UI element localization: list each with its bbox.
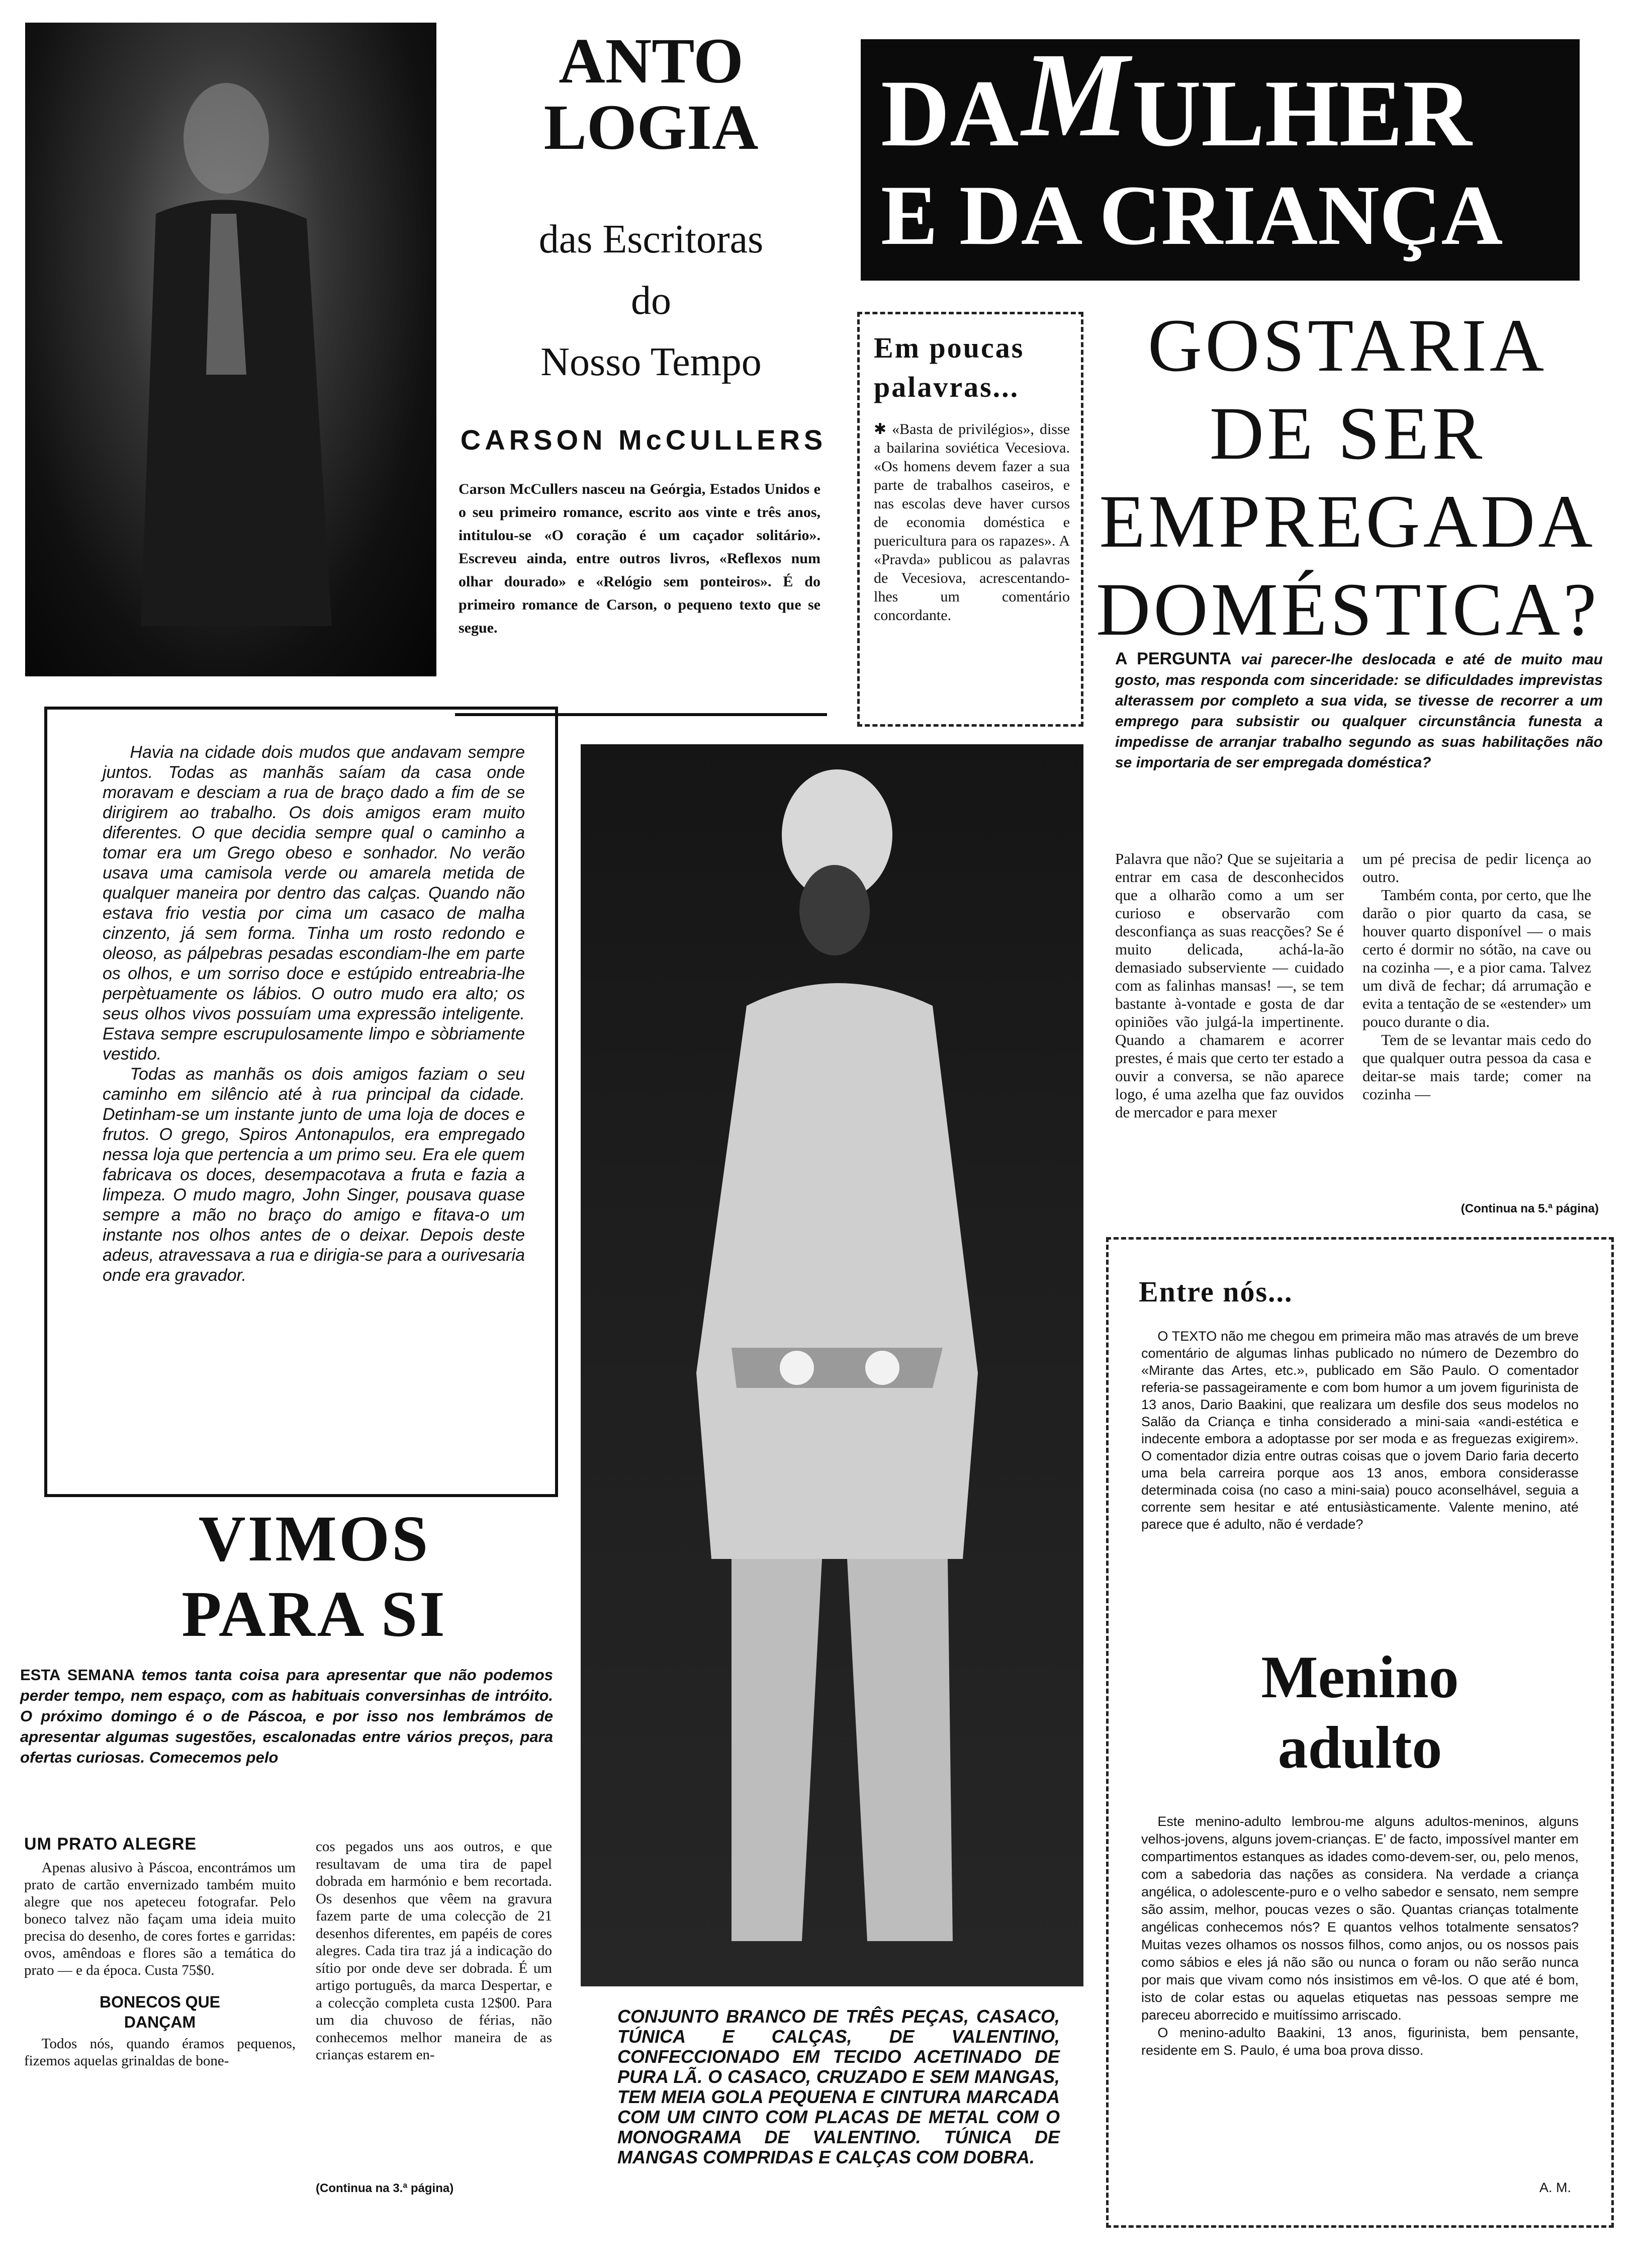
author-name: CARSON McCULLERS	[460, 424, 827, 456]
gostaria-col1: Palavra que não? Que se sujeitaria a entrar em casa de desconhecidos que a olharão como a um ser curioso e observarão com desconfiança as suas reacções? Se é muito delicada, achá-la-ão demasiado subserviente — cuidado com as falinhas mansas! —, se tem bastante à-vontade e gosta de dar opiniões vão julgá-la impertinente. Quando a chamarem e acorrer prestes, é mais que certo ter estado a ouvir a conversa, se não aparece logo, é uma azelha que faz ouvidos de mercador e para mexer	[1115, 850, 1344, 1121]
antologia-intro: Carson McCullers nasceu na Geórgia, Estados Unidos e o seu primeiro romance, escrito aos vinte e três anos, intitulou-se «O coração é um caçador solitário». Escreveu ainda, entre outros livros, «Reflexos num olhar dourado» e «Relógio sem ponteiros». É do primeiro romance de Carson, o pequeno texto que se segue.	[459, 481, 820, 636]
entre-title: Entre nós...	[1139, 1275, 1293, 1308]
antologia-title	[452, 25, 850, 163]
masthead-ulher: ULHER	[1132, 61, 1472, 166]
gostaria-line4: DOMÉSTICA?	[1096, 568, 1600, 651]
section-masthead	[861, 28, 1580, 281]
vimos-continued: (Continua na 3.ª página)	[316, 2182, 454, 2195]
menino-title-line2: adulto	[1277, 1714, 1442, 1781]
gostaria-continued: (Continua na 5.ª página)	[1461, 1202, 1599, 1215]
poucas-palavras-box	[857, 312, 1083, 727]
masthead-line2: E DA CRIANÇA	[881, 168, 1503, 263]
gostaria-col2	[1362, 850, 1591, 1103]
excerpt-text	[103, 742, 525, 1285]
vimos-lead-text: temos tanta coisa para apresentar que não podemos perder tempo, nem espaço, com as habituais conversinhas de intróito. O próximo domingo é o de Páscoa, e por isso nos lembrámos de apresentar algumas sugestões, escalonadas entre vários preços, para ofertas curiosas. Comecemos pelo	[20, 1666, 553, 1766]
gostaria-lead-caps: A PERGUNTA	[1115, 649, 1232, 668]
antologia-title-line1: ANTO	[559, 25, 744, 97]
gostaria-col2-p2: Também conta, por certo, que lhe darão o pior quarto da casa, se houver quarto disponível — o mais certo é dormir no sótão, na cave ou na cozinha —, e a pior cama. Talvez um divã de fechar; dá arrumação e evita a tentação de se «estender» um pouco durante o dia.	[1362, 886, 1591, 1030]
vimos-col2: cos pegados uns aos outros, e que resultavam de uma tira de papel dobrada em harmónio e bem recortada. Os desenhos que vêem na gravura fazem parte de uma colecção de 21 desenhos diferentes, em papéis de cores alegres. Cada tira traz já a indicação do sítio por onde deve ser dobrada. É um artigo português, da marca Despertar, e a colecção completa custa 12$00. Para um dia chuvoso de férias, não conhecemos melhor maneira de as crianças estarem en-	[316, 1839, 552, 2063]
poucas-title: Em poucas palavras...	[874, 331, 1025, 403]
entre-nos-box	[1106, 1237, 1614, 2228]
gostaria-line3: EMPREGADA	[1099, 480, 1596, 563]
entre-signature: A. M.	[1539, 2180, 1571, 2195]
excerpt-p1: Havia na cidade dois mudos que andavam sempre juntos. Todas as manhãs saíam da casa onde moravam e desciam a rua de braço dado a fim de se dirigirem ao trabalho. Os dois amigos eram muito diferentes. O que decidia sempre qual o caminho a tomar era um Grego obeso e sonhador. No verão usava uma camisola verde ou amarela metida de qualquer maneira por dentro das calças. Quando não estava frio vestia por cima um casaco de malha cinzento, já sem forma. Tinha um rosto redondo e oleoso, as pálpebras pesadas escondiam-lhe em parte os olhos, e um sorriso doce e estúpido entreabria-lhe perpètuamente os lábios. O outro mudo era alto; os seus olhos vivos possuíam uma expressão inteligente. Estava sempre escrupulosamente limpo e sòbriamente vestido.	[103, 743, 525, 1064]
bonecos-text: Todos nós, quando éramos pequenos, fizemos aquelas grinaldas de bone-	[24, 2036, 296, 2069]
excerpt-box	[44, 707, 558, 1497]
vimos-lead-caps: ESTA SEMANA	[20, 1666, 134, 1684]
vimos-lead	[20, 1665, 553, 1768]
poucas-text	[874, 420, 1070, 625]
entre-text: O TEXTO não me chegou em primeira mão mas através de um breve comentário de algumas linhas publicado no número de Dezembro do «Mirante das Artes, etc.», publicado em São Paulo. O comentador referia-se passageiramente e com bom humor a um jovem figurinista de 13 anos, Dario Baakini, que realizara um desfile dos seus modelos no Salão da Criança e tinha considerado a mini-saia «andi-estética e indecente embora a adoptasse por ser moda e as freguezas exigirem». O comentador dizia entre outras coisas que o jovem Dario faria decerto uma bela carreira porque aos 13 anos, embora considerasse determinada coisa (no caso a mini-saia) pouco aconselhável, seguia a corrente sem hesitar e até entusiàsticamente. Valente menino, até parece que é adulto, não é verdade?	[1141, 1329, 1579, 1532]
masthead-logo-monogram: M	[1022, 28, 1129, 161]
vimos-title-line1: VIMOS	[198, 1503, 430, 1575]
gostaria-headline	[1096, 302, 1599, 654]
bullet-asterisk-icon: ✱	[874, 421, 892, 438]
gostaria-line1: GOSTARIA	[1147, 304, 1547, 387]
vimos-col1	[24, 1833, 296, 2195]
menino-text	[1141, 1813, 1579, 2059]
antologia-subtitle-line2: do	[631, 279, 671, 323]
fashion-photo	[581, 744, 1083, 1986]
vimos-title	[101, 1501, 528, 1652]
antologia-subtitle-line1: das Escritoras	[538, 217, 764, 261]
gostaria-lead-text: vai parecer-lhe deslocada e até de muito mau gosto, mas responda com sinceridade: se dificuldades imprevistas alterassem por completo a sua vida, se tivesse de recorrer a um emprego para subsistir ou qualquer circunstância funesta a impedisse de arranjar trabalho segundo as suas habilitações não se importaria de ser empregada doméstica?	[1115, 651, 1603, 771]
bonecos-subheading: BONECOS QUE DANÇAM	[99, 1993, 221, 2031]
gostaria-col2-p1: um pé precisa de pedir licença ao outro.	[1362, 850, 1591, 886]
excerpt-p2: Todas as manhãs os dois amigos faziam o seu caminho em silêncio até à rua principal da cidade. Detinham-se um instante junto de uma loja de doces e frutos. O grego, Spiros Antonapulos, era empregado nessa loja que pertencia a um primo seu. Era ele quem fabricava os doces, desempacotava a fruta e fazia a limpeza. O mudo magro, John Singer, pousava quase sempre a mão no braço do amigo e fitava-o um instante nos olhos antes de o deixar. Depois deste adeus, atravessava a rua e dirigia-se para a ourivesaria onde era gravador.	[103, 1065, 525, 1285]
antologia-title-line2: LOGIA	[543, 92, 759, 163]
gostaria-lead	[1115, 649, 1603, 773]
prato-subheading: UM PRATO ALEGRE	[24, 1835, 197, 1854]
poucas-body: «Basta de privilégios», disse a bailarina soviética Vecesiova. «Os homens devem fazer a sua parte de trabalhos caseiros, e nas escolas deve haver cursos de economia doméstica e puericultura para os rapazes». A «Pravda» publicou as palavras de Vecesiova, acrescentando-lhes um comentário concordante.	[874, 421, 1070, 624]
masthead-da: DA	[881, 61, 1019, 166]
fashion-model-figure	[581, 744, 1083, 1986]
menino-title-line1: Menino	[1261, 1643, 1459, 1710]
gostaria-col2-p3: Tem de se levantar mais cedo do que qualquer outra pessoa da casa e deitar-se mais tarde; comer na cozinha —	[1362, 1031, 1591, 1103]
menino-title	[1139, 1642, 1581, 1783]
menino-p2: O menino-adulto Baakini, 13 anos, figurinista, bem pensante, residente em S. Paulo, é uma boa prova disso.	[1141, 2025, 1579, 2058]
prato-text: Apenas alusivo à Páscoa, encontrámos um prato de cartão envernizado também muito alegre que nos apeteceu fotografar. Pelo boneco talvez não façam uma ideia muito precisa do desenho, de cores fortes e garridas: ovos, amêndoas e flores são a temática do prato — e da época. Custa 75$0.	[24, 1860, 296, 1978]
menino-p1: Este menino-adulto lembrou-me alguns adultos-meninos, alguns velhos-jovens, alguns jovem-crianças. E' de facto, impossível manter em compartimentos estanques as idades como-devem-ser, ou, pelo menos, com a sabedoria das nações as considera. Na verdade a criança angélica, o adolescente-puro e o velho sabedor e sensato, nem sempre são assim, melhor, poucas vezes o são. Quantas crianças totalmente angélicas conhecemos nós? E quantos velhos totalmente sensatos? Muitas vezes olhamos os nossos filhos, como anjos, ou os nossos pais como sábios e eles já não são ou nunca o foram ou não serão nunca por mais que vivam como nós insistimos em vê-los. O que até é bom, isto de colar estas ou aquelas etiquetas nas pessoas sempre me pareceu aborrecido e muitíssimo arriscado.	[1141, 1814, 1579, 2023]
portrait-figure	[25, 23, 436, 676]
masthead-line1	[881, 28, 1570, 166]
vimos-title-line2: PARA SI	[181, 1578, 447, 1650]
antologia-subtitle-line3: Nosso Tempo	[540, 340, 762, 384]
author-portrait-photo	[25, 23, 436, 676]
fashion-caption: CONJUNTO BRANCO DE TRÊS PEÇAS, CASACO, TÚNICA E CALÇAS, DE VALENTINO, CONFECCIONADO EM TECIDO ACETINADO DE PURA LÃ. O CASACO, CRUZADO E SEM MANGAS, TEM MEIA GOLA PEQUENA E CINTURA MARCADA COM UM CINTO COM PLACAS DE METAL COM O MONOGRAMA DE VALENTINO. TÚNICA DE MANGAS COMPRIDAS E CALÇAS COM DOBRA.	[617, 2006, 1060, 2167]
gostaria-line2: DE SER	[1209, 392, 1486, 475]
antologia-subtitle	[452, 209, 850, 393]
